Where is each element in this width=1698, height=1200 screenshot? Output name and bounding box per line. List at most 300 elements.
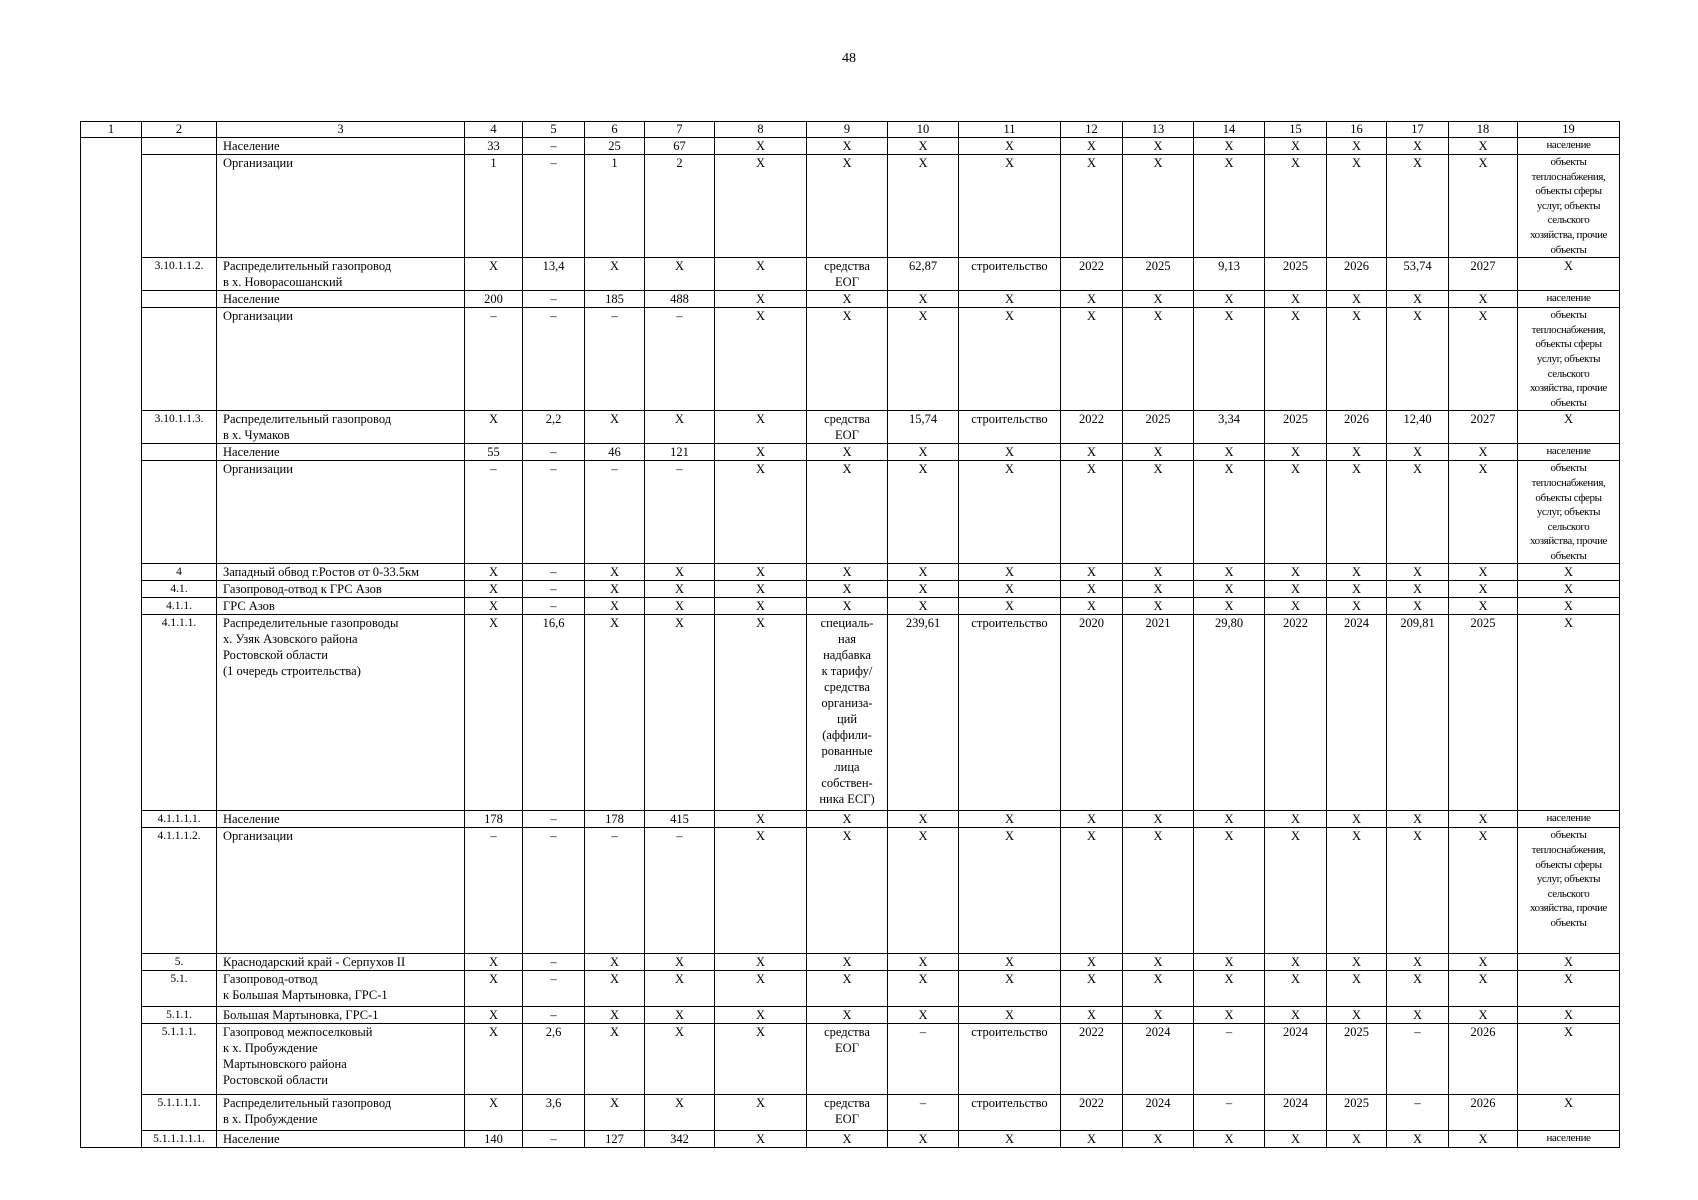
value-cell: X bbox=[888, 444, 959, 461]
value-cell: X bbox=[1061, 461, 1123, 564]
value-cell: 53,74 bbox=[1387, 258, 1449, 291]
value-cell: 16,6 bbox=[523, 615, 585, 811]
section-cell bbox=[81, 308, 142, 411]
value-cell: X bbox=[1123, 598, 1194, 615]
value-cell: X bbox=[585, 615, 645, 811]
value-cell: – bbox=[645, 308, 715, 411]
value-cell: 178 bbox=[465, 811, 523, 828]
value-cell: X bbox=[1265, 811, 1327, 828]
table-row bbox=[81, 444, 1620, 461]
table-row bbox=[81, 598, 1620, 615]
value-cell: 2,6 bbox=[523, 1024, 585, 1095]
value-cell: – bbox=[523, 598, 585, 615]
row-code-cell bbox=[142, 291, 217, 308]
value-cell: X bbox=[645, 1024, 715, 1095]
value-cell: – bbox=[465, 828, 523, 954]
value-cell: X bbox=[715, 954, 807, 971]
value-cell: строительство bbox=[959, 1024, 1061, 1095]
table-row bbox=[81, 581, 1620, 598]
funding-source-cell: X bbox=[807, 291, 888, 308]
value-cell: X bbox=[1387, 828, 1449, 954]
value-cell: X bbox=[959, 971, 1061, 1007]
value-cell: X bbox=[1387, 581, 1449, 598]
value-cell: 2025 bbox=[1265, 411, 1327, 444]
value-cell: 209,81 bbox=[1387, 615, 1449, 811]
object-name-cell: Население bbox=[217, 1131, 465, 1148]
value-cell: X bbox=[888, 138, 959, 155]
value-cell: 140 bbox=[465, 1131, 523, 1148]
object-name-cell: Организации bbox=[217, 308, 465, 411]
value-cell: 127 bbox=[585, 1131, 645, 1148]
value-cell: X bbox=[715, 308, 807, 411]
value-cell: 415 bbox=[645, 811, 715, 828]
consumer-category-cell: X bbox=[1518, 1095, 1620, 1131]
value-cell: X bbox=[1387, 138, 1449, 155]
consumer-category-cell: население bbox=[1518, 811, 1620, 828]
value-cell: X bbox=[645, 1095, 715, 1131]
value-cell: 2 bbox=[645, 155, 715, 258]
value-cell: X bbox=[1265, 971, 1327, 1007]
consumer-category-cell: X bbox=[1518, 411, 1620, 444]
row-code-cell: 4 bbox=[142, 564, 217, 581]
value-cell: – bbox=[1387, 1024, 1449, 1095]
value-cell: X bbox=[715, 581, 807, 598]
column-number-cell: 2 bbox=[142, 122, 217, 138]
value-cell: X bbox=[888, 1131, 959, 1148]
object-name-cell: Население bbox=[217, 291, 465, 308]
section-cell bbox=[81, 581, 142, 598]
value-cell: X bbox=[465, 954, 523, 971]
section-cell bbox=[81, 1007, 142, 1024]
value-cell: X bbox=[1265, 564, 1327, 581]
value-cell: X bbox=[1123, 444, 1194, 461]
value-cell: X bbox=[1123, 954, 1194, 971]
row-code-cell: 5.1.1. bbox=[142, 1007, 217, 1024]
value-cell: 55 bbox=[465, 444, 523, 461]
value-cell: 2022 bbox=[1061, 1095, 1123, 1131]
value-cell: X bbox=[465, 1024, 523, 1095]
consumer-category-cell: X bbox=[1518, 971, 1620, 1007]
value-cell: X bbox=[1387, 598, 1449, 615]
value-cell: X bbox=[959, 1007, 1061, 1024]
value-cell: X bbox=[1449, 954, 1518, 971]
value-cell: X bbox=[585, 1024, 645, 1095]
column-number-cell: 8 bbox=[715, 122, 807, 138]
value-cell: X bbox=[1265, 138, 1327, 155]
value-cell: 239,61 bbox=[888, 615, 959, 811]
value-cell: X bbox=[585, 564, 645, 581]
value-cell: X bbox=[888, 564, 959, 581]
value-cell: – bbox=[465, 308, 523, 411]
value-cell: строительство bbox=[959, 615, 1061, 811]
value-cell: X bbox=[1194, 138, 1265, 155]
value-cell: X bbox=[1387, 291, 1449, 308]
value-cell: 2022 bbox=[1061, 411, 1123, 444]
value-cell: X bbox=[1061, 1007, 1123, 1024]
value-cell: X bbox=[1123, 811, 1194, 828]
table-body bbox=[81, 122, 1620, 1148]
value-cell: – bbox=[645, 828, 715, 954]
section-cell bbox=[81, 291, 142, 308]
column-number-cell: 10 bbox=[888, 122, 959, 138]
value-cell: X bbox=[465, 598, 523, 615]
value-cell: X bbox=[1327, 1131, 1387, 1148]
table-row bbox=[81, 615, 1620, 811]
value-cell: 1 bbox=[465, 155, 523, 258]
value-cell: X bbox=[1123, 828, 1194, 954]
value-cell: X bbox=[1387, 954, 1449, 971]
value-cell: 2021 bbox=[1123, 615, 1194, 811]
value-cell: 9,13 bbox=[1194, 258, 1265, 291]
section-cell bbox=[81, 1131, 142, 1148]
value-cell: – bbox=[523, 954, 585, 971]
column-number-cell: 18 bbox=[1449, 122, 1518, 138]
value-cell: – bbox=[523, 308, 585, 411]
section-cell bbox=[81, 444, 142, 461]
value-cell: 2024 bbox=[1265, 1024, 1327, 1095]
value-cell: X bbox=[1449, 1007, 1518, 1024]
value-cell: X bbox=[1123, 581, 1194, 598]
value-cell: X bbox=[888, 1007, 959, 1024]
value-cell: X bbox=[1265, 598, 1327, 615]
value-cell: 2025 bbox=[1327, 1024, 1387, 1095]
section-cell bbox=[81, 971, 142, 1007]
table-row bbox=[81, 155, 1620, 258]
value-cell: X bbox=[1061, 308, 1123, 411]
value-cell: X bbox=[1449, 461, 1518, 564]
value-cell: X bbox=[715, 1024, 807, 1095]
value-cell: 33 bbox=[465, 138, 523, 155]
value-cell: X bbox=[888, 581, 959, 598]
table-row bbox=[81, 258, 1620, 291]
column-number-cell: 14 bbox=[1194, 122, 1265, 138]
value-cell: 2022 bbox=[1061, 258, 1123, 291]
object-name-cell: ГРС Азов bbox=[217, 598, 465, 615]
value-cell: X bbox=[1194, 954, 1265, 971]
value-cell: X bbox=[1327, 444, 1387, 461]
value-cell: X bbox=[1194, 581, 1265, 598]
table-row bbox=[81, 954, 1620, 971]
object-name-cell: Краснодарский край - Серпухов II bbox=[217, 954, 465, 971]
table-row bbox=[81, 138, 1620, 155]
value-cell: X bbox=[888, 954, 959, 971]
value-cell: X bbox=[959, 564, 1061, 581]
value-cell: X bbox=[1061, 138, 1123, 155]
value-cell: X bbox=[715, 1095, 807, 1131]
value-cell: 2020 bbox=[1061, 615, 1123, 811]
value-cell: X bbox=[1061, 581, 1123, 598]
consumer-category-cell: X bbox=[1518, 598, 1620, 615]
value-cell: 185 bbox=[585, 291, 645, 308]
value-cell: X bbox=[1387, 461, 1449, 564]
value-cell: X bbox=[1449, 564, 1518, 581]
object-name-cell: Распределительный газопровод в х. Новорасошанский bbox=[217, 258, 465, 291]
consumer-category-cell: X bbox=[1518, 564, 1620, 581]
value-cell: X bbox=[1123, 564, 1194, 581]
value-cell: X bbox=[1061, 598, 1123, 615]
value-cell: – bbox=[523, 828, 585, 954]
row-code-cell bbox=[142, 444, 217, 461]
value-cell: X bbox=[465, 971, 523, 1007]
value-cell: 3,6 bbox=[523, 1095, 585, 1131]
consumer-category-cell: население bbox=[1518, 138, 1620, 155]
value-cell: X bbox=[715, 155, 807, 258]
row-code-cell: 5.1.1.1.1. bbox=[142, 1095, 217, 1131]
value-cell: X bbox=[715, 564, 807, 581]
column-number-cell: 1 bbox=[81, 122, 142, 138]
value-cell: X bbox=[715, 258, 807, 291]
value-cell: – bbox=[523, 811, 585, 828]
value-cell: X bbox=[1265, 444, 1327, 461]
value-cell: X bbox=[585, 971, 645, 1007]
value-cell: X bbox=[715, 291, 807, 308]
value-cell: 342 bbox=[645, 1131, 715, 1148]
value-cell: X bbox=[645, 1007, 715, 1024]
section-cell bbox=[81, 615, 142, 811]
value-cell: 2024 bbox=[1123, 1024, 1194, 1095]
value-cell: – bbox=[1194, 1095, 1265, 1131]
funding-source-cell: X bbox=[807, 155, 888, 258]
column-number-cell: 12 bbox=[1061, 122, 1123, 138]
value-cell: X bbox=[1061, 971, 1123, 1007]
value-cell: X bbox=[1327, 828, 1387, 954]
value-cell: X bbox=[1449, 581, 1518, 598]
value-cell: – bbox=[888, 1095, 959, 1131]
column-number-cell: 17 bbox=[1387, 122, 1449, 138]
value-cell: 25 bbox=[585, 138, 645, 155]
value-cell: – bbox=[523, 1007, 585, 1024]
consumer-category-cell: население bbox=[1518, 444, 1620, 461]
value-cell: X bbox=[1265, 828, 1327, 954]
column-number-cell: 4 bbox=[465, 122, 523, 138]
section-cell bbox=[81, 138, 142, 155]
section-cell bbox=[81, 461, 142, 564]
consumer-category-cell: объекты теплоснабжения, объекты сферы услуг, объекты сельского хозяйства, прочие объекты bbox=[1518, 461, 1620, 564]
funding-source-cell: X bbox=[807, 1131, 888, 1148]
value-cell: X bbox=[585, 598, 645, 615]
value-cell: X bbox=[1061, 564, 1123, 581]
value-cell: X bbox=[1327, 811, 1387, 828]
value-cell: X bbox=[715, 811, 807, 828]
consumer-category-cell: население bbox=[1518, 291, 1620, 308]
value-cell: X bbox=[585, 1095, 645, 1131]
value-cell: X bbox=[959, 444, 1061, 461]
value-cell: 2024 bbox=[1123, 1095, 1194, 1131]
value-cell: – bbox=[1387, 1095, 1449, 1131]
table-row bbox=[81, 411, 1620, 444]
object-name-cell: Газопровод-отвод к Большая Мартыновка, ГРС-1 bbox=[217, 971, 465, 1007]
investment-program-table bbox=[80, 121, 1620, 1148]
value-cell: – bbox=[523, 564, 585, 581]
consumer-category-cell: X bbox=[1518, 1024, 1620, 1095]
column-number-row bbox=[81, 122, 1620, 138]
value-cell: X bbox=[645, 971, 715, 1007]
value-cell: X bbox=[1449, 444, 1518, 461]
funding-source-cell: X bbox=[807, 1007, 888, 1024]
value-cell: X bbox=[1194, 1007, 1265, 1024]
funding-source-cell: X bbox=[807, 828, 888, 954]
column-number-cell: 5 bbox=[523, 122, 585, 138]
value-cell: X bbox=[585, 258, 645, 291]
value-cell: X bbox=[715, 828, 807, 954]
value-cell: 121 bbox=[645, 444, 715, 461]
value-cell: X bbox=[585, 1007, 645, 1024]
value-cell: X bbox=[465, 411, 523, 444]
section-cell bbox=[81, 811, 142, 828]
consumer-category-cell: объекты теплоснабжения, объекты сферы услуг, объекты сельского хозяйства, прочие объекты bbox=[1518, 155, 1620, 258]
consumer-category-cell: X bbox=[1518, 1007, 1620, 1024]
consumer-category-cell: объекты теплоснабжения, объекты сферы услуг, объекты сельского хозяйства, прочие объекты bbox=[1518, 828, 1620, 954]
value-cell: 1 bbox=[585, 155, 645, 258]
value-cell: 15,74 bbox=[888, 411, 959, 444]
value-cell: X bbox=[465, 1095, 523, 1131]
value-cell: 2025 bbox=[1123, 258, 1194, 291]
value-cell: X bbox=[1123, 155, 1194, 258]
value-cell: строительство bbox=[959, 411, 1061, 444]
value-cell: – bbox=[1194, 1024, 1265, 1095]
value-cell: 29,80 bbox=[1194, 615, 1265, 811]
value-cell: X bbox=[888, 828, 959, 954]
value-cell: X bbox=[1387, 564, 1449, 581]
table-row bbox=[81, 828, 1620, 954]
value-cell: X bbox=[1387, 1007, 1449, 1024]
value-cell: X bbox=[1194, 564, 1265, 581]
value-cell: 2022 bbox=[1265, 615, 1327, 811]
value-cell: X bbox=[1265, 308, 1327, 411]
value-cell: 2025 bbox=[1265, 258, 1327, 291]
funding-source-cell: X bbox=[807, 581, 888, 598]
value-cell: X bbox=[1061, 811, 1123, 828]
value-cell: X bbox=[1123, 971, 1194, 1007]
value-cell: X bbox=[645, 581, 715, 598]
value-cell: X bbox=[1061, 954, 1123, 971]
column-number-cell: 13 bbox=[1123, 122, 1194, 138]
value-cell: X bbox=[1061, 155, 1123, 258]
section-cell bbox=[81, 1024, 142, 1095]
value-cell: X bbox=[465, 564, 523, 581]
value-cell: X bbox=[1194, 291, 1265, 308]
column-number-cell: 7 bbox=[645, 122, 715, 138]
value-cell: X bbox=[1327, 461, 1387, 564]
value-cell: 2025 bbox=[1123, 411, 1194, 444]
value-cell: X bbox=[1265, 155, 1327, 258]
table-row bbox=[81, 971, 1620, 1007]
value-cell: X bbox=[959, 308, 1061, 411]
row-code-cell: 5.1.1.1. bbox=[142, 1024, 217, 1095]
value-cell: 2025 bbox=[1449, 615, 1518, 811]
value-cell: X bbox=[1265, 461, 1327, 564]
value-cell: X bbox=[1123, 1007, 1194, 1024]
value-cell: X bbox=[465, 581, 523, 598]
table-row bbox=[81, 308, 1620, 411]
value-cell: X bbox=[1194, 971, 1265, 1007]
row-code-cell: 4.1.1.1.2. bbox=[142, 828, 217, 954]
value-cell: X bbox=[1327, 138, 1387, 155]
value-cell: X bbox=[715, 1007, 807, 1024]
funding-source-cell: средства ЕОГ bbox=[807, 258, 888, 291]
value-cell: – bbox=[523, 1131, 585, 1148]
section-cell bbox=[81, 564, 142, 581]
table-row bbox=[81, 811, 1620, 828]
value-cell: X bbox=[1327, 971, 1387, 1007]
value-cell: 2025 bbox=[1327, 1095, 1387, 1131]
value-cell: X bbox=[1327, 954, 1387, 971]
value-cell: 2,2 bbox=[523, 411, 585, 444]
value-cell: – bbox=[523, 581, 585, 598]
row-code-cell bbox=[142, 308, 217, 411]
value-cell: X bbox=[715, 598, 807, 615]
row-code-cell: 4.1.1.1.1. bbox=[142, 811, 217, 828]
object-name-cell: Организации bbox=[217, 155, 465, 258]
value-cell: X bbox=[1194, 598, 1265, 615]
row-code-cell: 3.10.1.1.3. bbox=[142, 411, 217, 444]
value-cell: X bbox=[1327, 564, 1387, 581]
object-name-cell: Большая Мартыновка, ГРС-1 bbox=[217, 1007, 465, 1024]
value-cell: X bbox=[1327, 598, 1387, 615]
value-cell: X bbox=[959, 598, 1061, 615]
value-cell: X bbox=[715, 971, 807, 1007]
value-cell: X bbox=[959, 138, 1061, 155]
object-name-cell: Газопровод-отвод к ГРС Азов bbox=[217, 581, 465, 598]
value-cell: X bbox=[1449, 308, 1518, 411]
value-cell: – bbox=[465, 461, 523, 564]
value-cell: X bbox=[959, 954, 1061, 971]
consumer-category-cell: объекты теплоснабжения, объекты сферы услуг, объекты сельского хозяйства, прочие объекты bbox=[1518, 308, 1620, 411]
funding-source-cell: средства ЕОГ bbox=[807, 1095, 888, 1131]
object-name-cell: Распределительный газопровод в х. Чумаков bbox=[217, 411, 465, 444]
value-cell: X bbox=[1265, 291, 1327, 308]
value-cell: X bbox=[585, 954, 645, 971]
value-cell: 2024 bbox=[1265, 1095, 1327, 1131]
funding-source-cell: средства ЕОГ bbox=[807, 411, 888, 444]
funding-source-cell: X bbox=[807, 308, 888, 411]
table-row bbox=[81, 1095, 1620, 1131]
value-cell: – bbox=[585, 828, 645, 954]
funding-source-cell: X bbox=[807, 598, 888, 615]
value-cell: X bbox=[1387, 1131, 1449, 1148]
value-cell: X bbox=[1387, 308, 1449, 411]
value-cell: X bbox=[1387, 155, 1449, 258]
section-cell bbox=[81, 954, 142, 971]
object-name-cell: Организации bbox=[217, 828, 465, 954]
value-cell: – bbox=[523, 138, 585, 155]
table-row bbox=[81, 1007, 1620, 1024]
value-cell: – bbox=[585, 308, 645, 411]
column-number-cell: 11 bbox=[959, 122, 1061, 138]
value-cell: X bbox=[1194, 828, 1265, 954]
value-cell: X bbox=[645, 615, 715, 811]
value-cell: X bbox=[715, 411, 807, 444]
value-cell: – bbox=[888, 1024, 959, 1095]
value-cell: X bbox=[888, 461, 959, 564]
value-cell: X bbox=[888, 811, 959, 828]
value-cell: X bbox=[1449, 811, 1518, 828]
section-cell bbox=[81, 411, 142, 444]
value-cell: 67 bbox=[645, 138, 715, 155]
section-cell bbox=[81, 155, 142, 258]
consumer-category-cell: X bbox=[1518, 258, 1620, 291]
value-cell: X bbox=[1194, 155, 1265, 258]
value-cell: X bbox=[1061, 1131, 1123, 1148]
value-cell: X bbox=[959, 461, 1061, 564]
value-cell: X bbox=[1449, 1131, 1518, 1148]
value-cell: X bbox=[888, 155, 959, 258]
value-cell: X bbox=[1449, 598, 1518, 615]
value-cell: 488 bbox=[645, 291, 715, 308]
value-cell: X bbox=[1265, 954, 1327, 971]
value-cell: X bbox=[1061, 444, 1123, 461]
value-cell: X bbox=[888, 598, 959, 615]
